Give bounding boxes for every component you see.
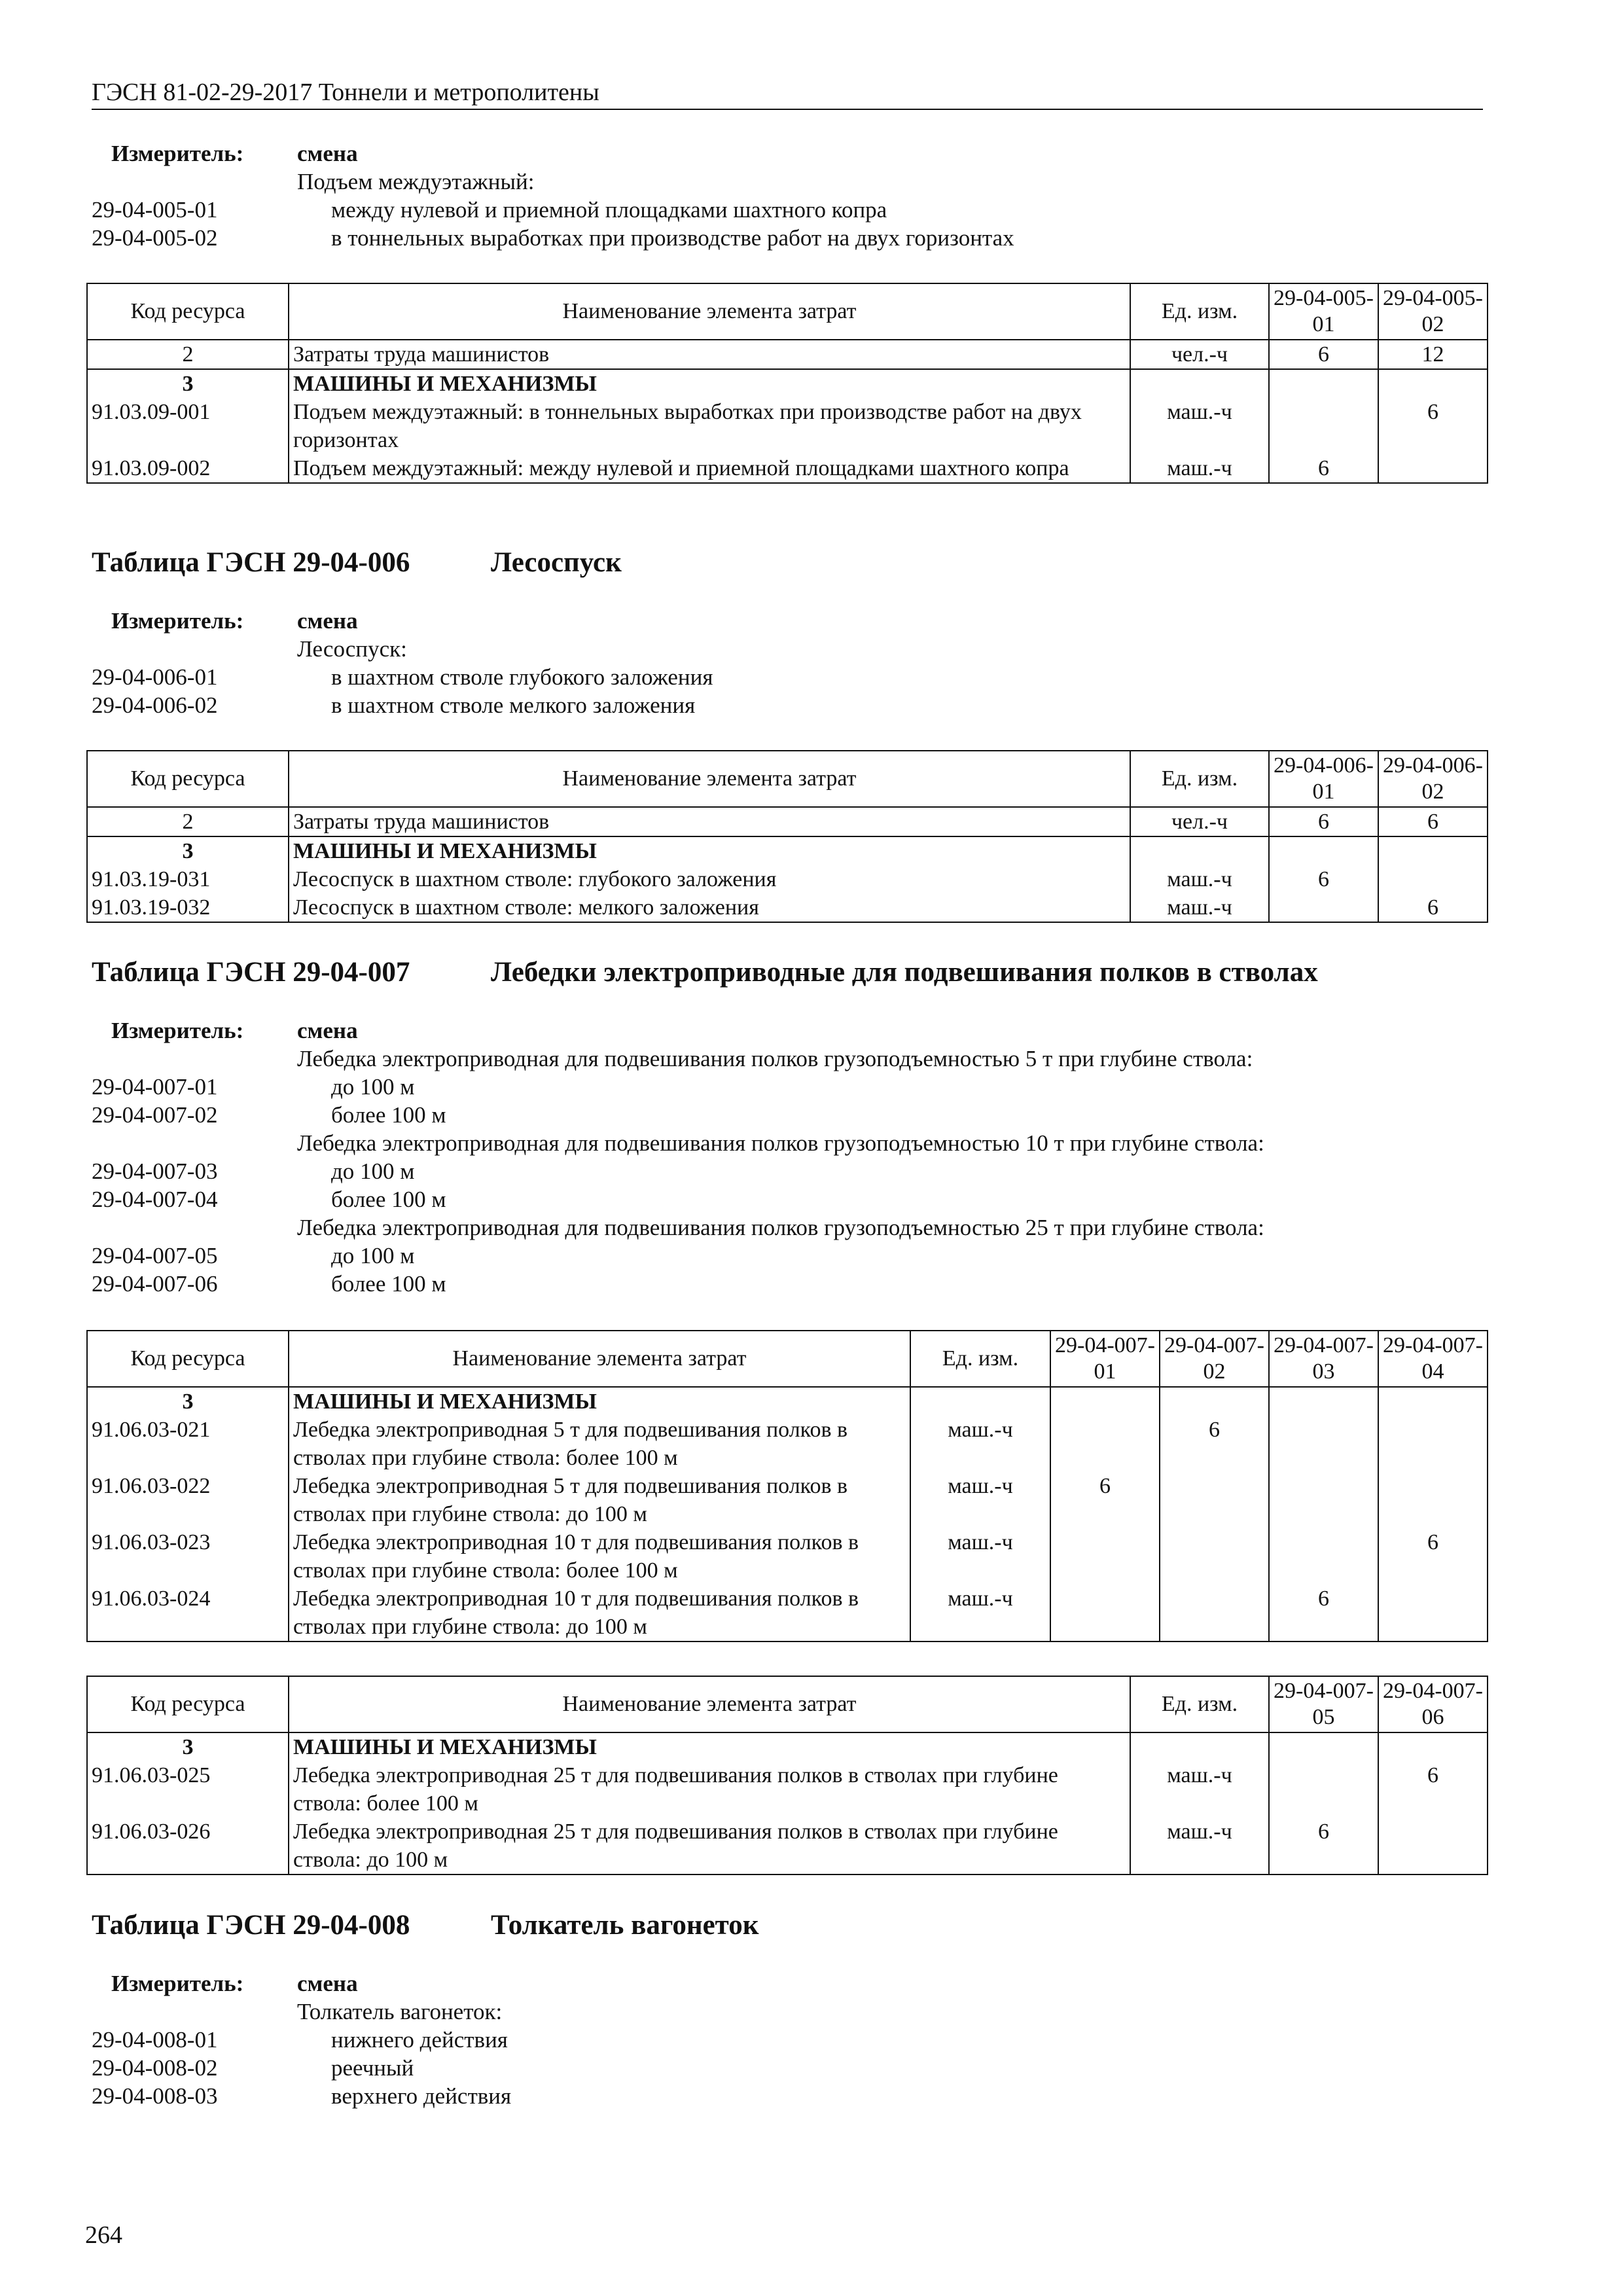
table-name: Лебедки электроприводные для подвешивания полков в стволах	[491, 957, 1318, 988]
norm-value	[1378, 1818, 1488, 1874]
resource-name: Лесоспуск в шахтном стволе: мелкого заложения	[289, 893, 1130, 922]
item-text: в шахтном стволе глубокого заложения	[331, 664, 713, 690]
resource-table-005	[86, 283, 1488, 484]
norm-value: 6	[1378, 1761, 1488, 1818]
resource-name: МАШИНЫ И МЕХАНИЗМЫ	[289, 1387, 910, 1416]
col-header-norm: 29-04-007-02	[1160, 1331, 1269, 1387]
resource-unit: чел.-ч	[1130, 340, 1269, 369]
col-header-unit: Ед. изм.	[1130, 751, 1269, 807]
table-row	[87, 454, 1488, 483]
norm-value	[1050, 1528, 1160, 1585]
running-header: ГЭСН 81-02-29-2017 Тоннели и метрополитены	[92, 79, 599, 106]
table-row	[87, 398, 1488, 454]
item-text: нижнего действия	[331, 2027, 508, 2053]
norm-value	[1160, 1528, 1269, 1585]
table-row	[87, 1528, 1488, 1585]
norm-value	[1269, 893, 1378, 922]
norm-value	[1050, 1416, 1160, 1472]
table-number: Таблица ГЭСН 29-04-006	[92, 547, 410, 578]
resource-code: 91.06.03-021	[87, 1416, 289, 1472]
table-number: Таблица ГЭСН 29-04-007	[92, 957, 410, 988]
table-row	[87, 865, 1488, 893]
resource-name: Подъем междуэтажный: между нулевой и приемной площадками шахтного копра	[289, 454, 1130, 483]
col-header-name: Наименование элемента затрат	[289, 1331, 910, 1387]
norm-value: 6	[1269, 807, 1378, 836]
resource-name: МАШИНЫ И МЕХАНИЗМЫ	[289, 836, 1130, 865]
header-rule	[92, 109, 1483, 110]
resource-code: 3	[87, 836, 289, 865]
resource-unit: маш.-ч	[910, 1528, 1050, 1585]
col-header-name: Наименование элемента затрат	[289, 283, 1130, 340]
resource-code: 2	[87, 340, 289, 369]
resource-name: Затраты труда машинистов	[289, 807, 1130, 836]
group-heading: Лебедка электроприводная для подвешивания полков грузоподъемностью 10 т при глубине ствола:	[297, 1130, 1264, 1156]
measurer-block-005	[92, 140, 1483, 253]
measurer-unit: смена	[297, 141, 358, 166]
norm-value: 6	[1269, 1585, 1378, 1641]
measurer-unit: смена	[297, 608, 358, 634]
item-text: между нулевой и приемной площадками шахтного копра	[331, 197, 887, 223]
item-code: 29-04-007-03	[92, 1158, 218, 1184]
col-header-name: Наименование элемента затрат	[289, 1676, 1130, 1732]
resource-name: Лебедка электроприводная 10 т для подвешивания полков в стволах при глубине ствола: более 100 м	[289, 1528, 910, 1585]
norm-value: 6	[1269, 454, 1378, 483]
norm-value	[1378, 1585, 1488, 1641]
table-row	[87, 1416, 1488, 1472]
resource-unit: маш.-ч	[1130, 1818, 1269, 1874]
table-title-007	[92, 956, 1318, 990]
resource-unit: маш.-ч	[1130, 398, 1269, 454]
item-text: реечный	[331, 2055, 414, 2081]
table-name: Лесоспуск	[491, 547, 622, 578]
item-text: в тоннельных выработках при производстве работ на двух горизонтах	[331, 225, 1014, 251]
resource-unit: маш.-ч	[1130, 1761, 1269, 1818]
table-row	[87, 1472, 1488, 1528]
resource-code: 2	[87, 807, 289, 836]
resource-unit: маш.-ч	[1130, 893, 1269, 922]
norm-value	[1269, 1416, 1378, 1472]
item-text: более 100 м	[331, 1271, 446, 1297]
group-heading: Толкатель вагонеток:	[297, 1999, 503, 2024]
group-heading: Лебедка электроприводная для подвешивания полков грузоподъемностью 25 т при глубине ствола:	[297, 1215, 1264, 1240]
table-row	[87, 1585, 1488, 1641]
resource-name: Лебедка электроприводная 25 т для подвешивания полков в стволах при глубине ствола: более 100 м	[289, 1761, 1130, 1818]
resource-table-006	[86, 750, 1488, 923]
measurer-unit: смена	[297, 1971, 358, 1996]
group-heading: Лебедка электроприводная для подвешивания полков грузоподъемностью 5 т при глубине ствола:	[297, 1046, 1253, 1071]
table-number: Таблица ГЭСН 29-04-008	[92, 1910, 410, 1941]
resource-name: Лебедка электроприводная 5 т для подвешивания полков в стволах при глубине ствола: до 100 м	[289, 1472, 910, 1528]
resource-code: 3	[87, 369, 289, 398]
col-header-code: Код ресурса	[87, 1331, 289, 1387]
item-text: до 100 м	[331, 1074, 415, 1100]
table-title-006	[92, 546, 622, 580]
resource-unit: маш.-ч	[910, 1416, 1050, 1472]
resource-name: МАШИНЫ И МЕХАНИЗМЫ	[289, 369, 1130, 398]
norm-value: 6	[1378, 893, 1488, 922]
table-row	[87, 1818, 1488, 1874]
norm-value	[1160, 1472, 1269, 1528]
resource-unit: маш.-ч	[1130, 454, 1269, 483]
item-code: 29-04-007-06	[92, 1271, 218, 1297]
norm-value: 6	[1378, 807, 1488, 836]
resource-name: МАШИНЫ И МЕХАНИЗМЫ	[289, 1732, 1130, 1761]
norm-value	[1269, 398, 1378, 454]
resource-name: Лебедка электроприводная 5 т для подвешивания полков в стволах при глубине ствола: более 100 м	[289, 1416, 910, 1472]
norm-value	[1378, 1416, 1488, 1472]
item-code: 29-04-006-01	[92, 664, 218, 690]
resource-code: 91.03.19-032	[87, 893, 289, 922]
col-header-unit: Ед. изм.	[910, 1331, 1050, 1387]
table-row	[87, 836, 1488, 865]
resource-code: 91.06.03-024	[87, 1585, 289, 1641]
col-header-code: Код ресурса	[87, 283, 289, 340]
norm-value	[1269, 1472, 1378, 1528]
item-text: более 100 м	[331, 1187, 446, 1212]
item-text: более 100 м	[331, 1102, 446, 1128]
item-text: до 100 м	[331, 1158, 415, 1184]
table-row	[87, 1387, 1488, 1416]
item-code: 29-04-005-01	[92, 197, 218, 223]
page-number: 264	[85, 2221, 122, 2249]
col-header-unit: Ед. изм.	[1130, 283, 1269, 340]
measurer-block-007	[92, 1017, 1483, 1299]
resource-table-007a	[86, 1330, 1488, 1642]
resource-name: Подъем междуэтажный: в тоннельных выработках при производстве работ на двух горизонтах	[289, 398, 1130, 454]
resource-name: Лебедка электроприводная 25 т для подвешивания полков в стволах при глубине ствола: до 100 м	[289, 1818, 1130, 1874]
table-name: Толкатель вагонеток	[491, 1910, 759, 1941]
measurer-block-006	[92, 607, 1483, 720]
item-code: 29-04-005-02	[92, 225, 218, 251]
norm-value	[1378, 1472, 1488, 1528]
item-text: в шахтном стволе мелкого заложения	[331, 692, 696, 718]
col-header-norm: 29-04-007-03	[1269, 1331, 1378, 1387]
norm-value: 6	[1378, 398, 1488, 454]
measurer-label: Измеритель:	[111, 1971, 244, 1996]
resource-code: 91.03.09-002	[87, 454, 289, 483]
norm-value	[1378, 454, 1488, 483]
table-row	[87, 807, 1488, 836]
resource-code: 91.06.03-025	[87, 1761, 289, 1818]
item-code: 29-04-008-03	[92, 2083, 218, 2109]
col-header-name: Наименование элемента затрат	[289, 751, 1130, 807]
item-code: 29-04-008-02	[92, 2055, 218, 2081]
resource-code: 3	[87, 1732, 289, 1761]
col-header-norm: 29-04-005-01	[1269, 283, 1378, 340]
resource-code: 91.03.19-031	[87, 865, 289, 893]
norm-value: 6	[1269, 1818, 1378, 1874]
resource-name: Затраты труда машинистов	[289, 340, 1130, 369]
col-header-norm: 29-04-006-01	[1269, 751, 1378, 807]
norm-value: 6	[1160, 1416, 1269, 1472]
group-heading: Лесоспуск:	[297, 636, 407, 662]
resource-unit: маш.-ч	[910, 1472, 1050, 1528]
norm-value	[1160, 1585, 1269, 1641]
item-code: 29-04-007-04	[92, 1187, 218, 1212]
group-heading: Подъем междуэтажный:	[297, 169, 535, 194]
col-header-norm: 29-04-007-05	[1269, 1676, 1378, 1732]
col-header-norm: 29-04-007-06	[1378, 1676, 1488, 1732]
resource-code: 91.06.03-023	[87, 1528, 289, 1585]
norm-value	[1269, 1528, 1378, 1585]
col-header-norm: 29-04-006-02	[1378, 751, 1488, 807]
norm-value	[1050, 1585, 1160, 1641]
table-row	[87, 1732, 1488, 1761]
col-header-norm: 29-04-005-02	[1378, 283, 1488, 340]
item-code: 29-04-007-05	[92, 1243, 218, 1268]
table-row	[87, 1761, 1488, 1818]
col-header-code: Код ресурса	[87, 751, 289, 807]
col-header-unit: Ед. изм.	[1130, 1676, 1269, 1732]
item-code: 29-04-008-01	[92, 2027, 218, 2053]
col-header-norm: 29-04-007-01	[1050, 1331, 1160, 1387]
measurer-label: Измеритель:	[111, 1018, 244, 1043]
col-header-code: Код ресурса	[87, 1676, 289, 1732]
resource-table-007b	[86, 1676, 1488, 1875]
item-text: до 100 м	[331, 1243, 415, 1268]
norm-value	[1269, 1761, 1378, 1818]
table-title-008	[92, 1909, 759, 1943]
item-code: 29-04-006-02	[92, 692, 218, 718]
resource-name: Лебедка электроприводная 10 т для подвешивания полков в стволах при глубине ствола: до 100 м	[289, 1585, 910, 1641]
resource-code: 3	[87, 1387, 289, 1416]
measurer-label: Измеритель:	[111, 608, 244, 634]
resource-unit: маш.-ч	[1130, 865, 1269, 893]
norm-value: 6	[1269, 340, 1378, 369]
norm-value: 12	[1378, 340, 1488, 369]
resource-code: 91.06.03-026	[87, 1818, 289, 1874]
norm-value: 6	[1050, 1472, 1160, 1528]
resource-code: 91.03.09-001	[87, 398, 289, 454]
item-text: верхнего действия	[331, 2083, 512, 2109]
measurer-unit: смена	[297, 1018, 358, 1043]
resource-code: 91.06.03-022	[87, 1472, 289, 1528]
table-row	[87, 893, 1488, 922]
measurer-label: Измеритель:	[111, 141, 244, 166]
table-row	[87, 340, 1488, 369]
norm-value: 6	[1378, 1528, 1488, 1585]
item-code: 29-04-007-01	[92, 1074, 218, 1100]
col-header-norm: 29-04-007-04	[1378, 1331, 1488, 1387]
table-row	[87, 369, 1488, 398]
resource-unit: маш.-ч	[910, 1585, 1050, 1641]
resource-unit: чел.-ч	[1130, 807, 1269, 836]
item-code: 29-04-007-02	[92, 1102, 218, 1128]
resource-name: Лесоспуск в шахтном стволе: глубокого заложения	[289, 865, 1130, 893]
measurer-block-008	[92, 1970, 1483, 2111]
norm-value: 6	[1269, 865, 1378, 893]
norm-value	[1378, 865, 1488, 893]
